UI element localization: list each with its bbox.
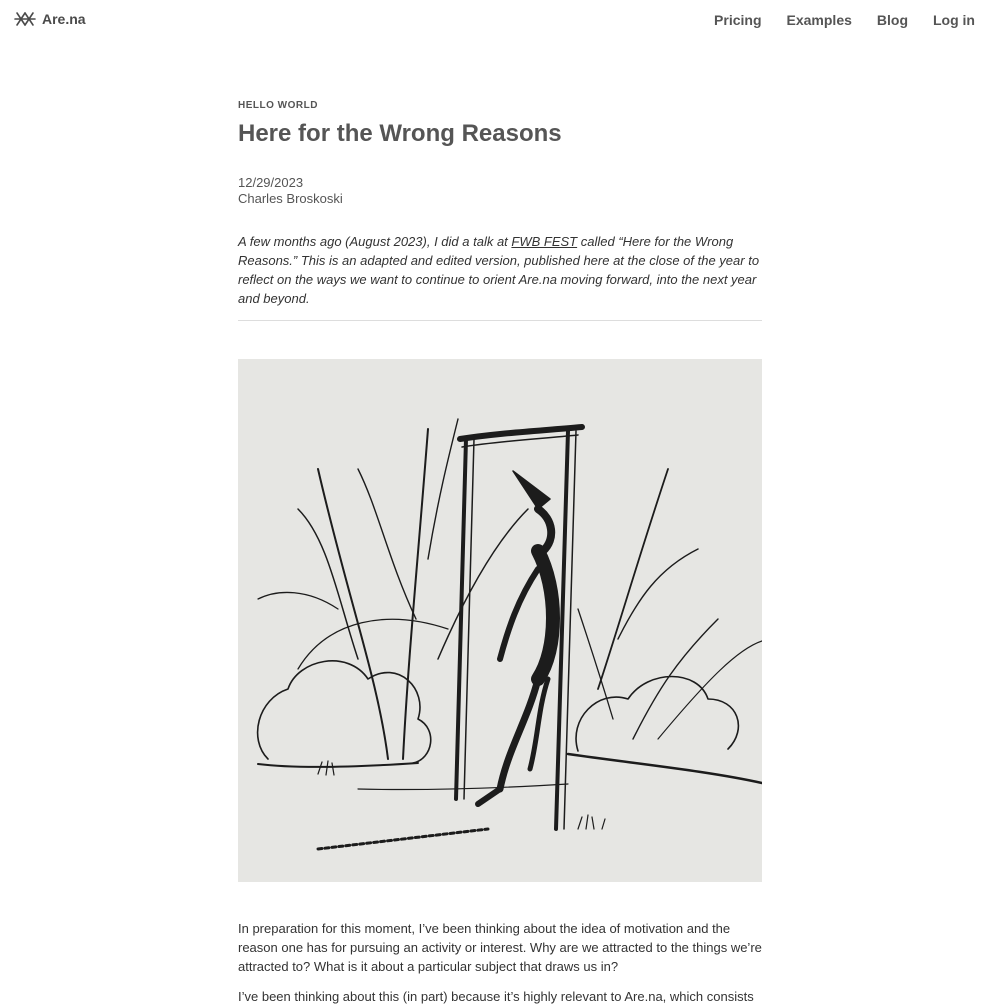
article-intro [238,232,762,308]
article-author: Charles Broskoski [238,191,343,206]
arena-asterisk-icon [14,11,36,27]
intro-divider [238,320,762,321]
nav-blog[interactable]: Blog [876,12,908,28]
nav-examples[interactable]: Examples [786,12,852,28]
article-kicker: HELLO WORLD [238,100,318,111]
fwb-fest-link[interactable]: FWB FEST [511,234,578,249]
nav-pricing[interactable]: Pricing [714,12,762,28]
brand-link[interactable] [14,11,86,27]
top-navigation [0,0,1000,40]
ink-drawing [238,359,762,882]
intro-text-after: called “Here for the Wrong Reasons.” This is an adapted and edited version, published here at the close of the year to reflect on the ways we want to continue to orient Are.na moving forward, into the next year and beyond. [238,234,760,306]
brand-name: Are.na [42,11,86,27]
nav-links [714,12,975,28]
article-illustration [238,359,762,882]
article-title: Here for the Wrong Reasons [238,120,562,147]
nav-log-in[interactable]: Log in [933,12,975,28]
article-date: 12/29/2023 [238,175,304,190]
article-paragraph: In preparation for this moment, I’ve been thinking about the idea of motivation and the reason one has for pursuing an activity or interest. Why are we attracted to the things we’re attracted to? What is it about a particular subject that draws us in? [238,921,762,974]
article-paragraph: I’ve been thinking about this (in part) because it’s highly relevant to Are.na, which consists [238,989,754,1004]
intro-text-before: A few months ago (August 2023), I did a talk at [238,234,512,249]
